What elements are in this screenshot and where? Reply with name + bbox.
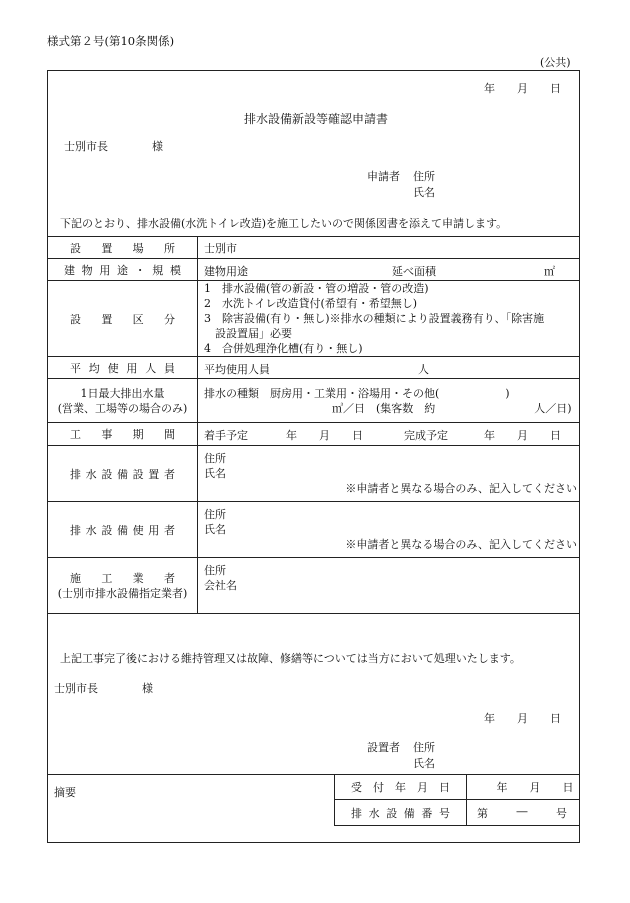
- start-date[interactable]: 年 月 日: [286, 429, 363, 442]
- max-discharge-label: 1日最大排出水量: [80, 386, 165, 400]
- public-mark: (公共): [540, 56, 571, 69]
- discharge-volume[interactable]: ㎥／日 (集客数 約 人／日): [332, 401, 572, 415]
- installer-sig-label: 設置者: [367, 741, 400, 754]
- receipt-table: [334, 774, 580, 826]
- contractor-sub: (士別市排水設備指定業者): [57, 586, 188, 600]
- number-dash: ―: [516, 804, 528, 818]
- row-location: 設 置 場 所 士別市: [48, 237, 580, 259]
- receipt-number[interactable]: [467, 800, 580, 826]
- number-prefix: 第: [477, 806, 488, 820]
- receipt-date[interactable]: 年 月 日: [467, 774, 580, 800]
- max-discharge-cell[interactable]: [198, 379, 580, 423]
- contractor-address[interactable]: 住所: [204, 564, 226, 577]
- form-number: 様式第２号(第10条関係): [47, 34, 175, 48]
- row-usage: 建 物 用 途 ・ 規 模 建物用途 延べ面積 ㎡: [48, 259, 580, 281]
- contractor-company[interactable]: 会社名: [204, 579, 237, 592]
- remarks-label: 摘要: [54, 786, 76, 799]
- user-name[interactable]: 氏名: [204, 523, 226, 536]
- user-note: ※申請者と異なる場合のみ、記入してください: [345, 538, 577, 551]
- max-discharge-sub: (営業、工場等の場合のみ): [57, 401, 188, 415]
- receipt-number-row: 排 水 設 備 番 号 第 ― 号: [335, 800, 580, 826]
- installer-address[interactable]: 住所: [204, 452, 226, 465]
- addressee: 士別市長 様: [64, 140, 163, 153]
- date-line[interactable]: 年 月 日: [484, 82, 561, 95]
- applicant-address-label[interactable]: 住所: [413, 170, 435, 183]
- end-label: 完成予定: [404, 429, 448, 442]
- row-installer: 排 水 設 備 設 置 者 住所 氏名 ※申請者と異なる場合のみ、記入してください: [48, 446, 580, 502]
- date-line-2[interactable]: 年 月 日: [484, 712, 561, 725]
- area-unit: ㎡: [544, 264, 555, 278]
- row-user: 排 水 設 備 使 用 者 住所 氏名 ※申請者と異なる場合のみ、記入してください: [48, 502, 580, 558]
- area-label: 延べ面積: [392, 264, 436, 278]
- usage-label: 建物用途: [204, 264, 248, 278]
- category-item-4[interactable]: 4 合併処理浄化槽(有り・無し): [204, 342, 363, 355]
- end-date[interactable]: 年 月 日: [484, 429, 561, 442]
- installer-sig-address[interactable]: 住所: [413, 741, 435, 754]
- application-table: [47, 236, 580, 614]
- maintenance-text: 上記工事完了後における維持管理又は故障、修繕等については当方において処理いたします。: [60, 652, 521, 665]
- installer-sig-name[interactable]: 氏名: [413, 757, 435, 770]
- period-cell[interactable]: [198, 423, 580, 446]
- usage-cell[interactable]: [198, 259, 580, 281]
- avg-users-unit: 人: [418, 362, 429, 376]
- form-title: 排水設備新設等確認申請書: [244, 112, 389, 126]
- avg-users-label: 平均使用人員: [204, 362, 270, 376]
- row-period: 工 事 期 間 着手予定 年 月 日 完成予定 年 月 日: [48, 423, 580, 446]
- row-max-discharge: [48, 379, 580, 423]
- category-item-2[interactable]: 2 水洗トイレ改造貸付(希望有・希望無し): [204, 297, 418, 310]
- applicant-name-label[interactable]: 氏名: [413, 186, 435, 199]
- category-item-1[interactable]: 1 排水設備(管の新設・管の増設・管の改造): [204, 282, 429, 295]
- row-category: 設 置 区 分 1 排水設備(管の新設・管の増設・管の改造) 2 水洗トイレ改造貸付(希望有・希望無し) 3 除害設備(有り・無し)※排水の種類により設置義務有り、「除害施 設設置届」必要 4 合併処理浄化槽(有り・無し): [48, 281, 580, 357]
- category-item-3b: 設設置届」必要: [204, 327, 292, 340]
- discharge-type[interactable]: 排水の種類 厨房用・工業用・浴場用・その他( ): [204, 386, 510, 400]
- row-contractor: 施 工 業 者 (士別市排水設備指定業者) 住所 会社名: [48, 558, 580, 614]
- installer-cell[interactable]: [198, 446, 580, 502]
- category-cell[interactable]: [198, 281, 580, 357]
- installer-name[interactable]: 氏名: [204, 467, 226, 480]
- addressee-2: 士別市長 様: [54, 682, 153, 695]
- start-label: 着手予定: [204, 429, 248, 442]
- intro-text: 下記のとおり、排水設備(水洗トイレ改造)を施工したいので関係図書を添えて申請します。: [60, 217, 508, 230]
- number-suffix: 号: [556, 806, 567, 820]
- avg-users-cell[interactable]: [198, 357, 580, 379]
- location-value[interactable]: 士別市: [198, 237, 580, 259]
- contractor-cell[interactable]: [198, 558, 580, 614]
- installer-note: ※申請者と異なる場合のみ、記入してください: [345, 482, 577, 495]
- row-avg-users: 平 均 使 用 人 員 平均使用人員 人: [48, 357, 580, 379]
- category-item-3[interactable]: 3 除害設備(有り・無し)※排水の種類により設置義務有り、「除害施: [204, 312, 545, 325]
- user-cell[interactable]: [198, 502, 580, 558]
- applicant-label: 申請者: [367, 170, 400, 183]
- user-address[interactable]: 住所: [204, 508, 226, 521]
- receipt-date-row: 受 付 年 月 日 年 月 日: [335, 774, 580, 800]
